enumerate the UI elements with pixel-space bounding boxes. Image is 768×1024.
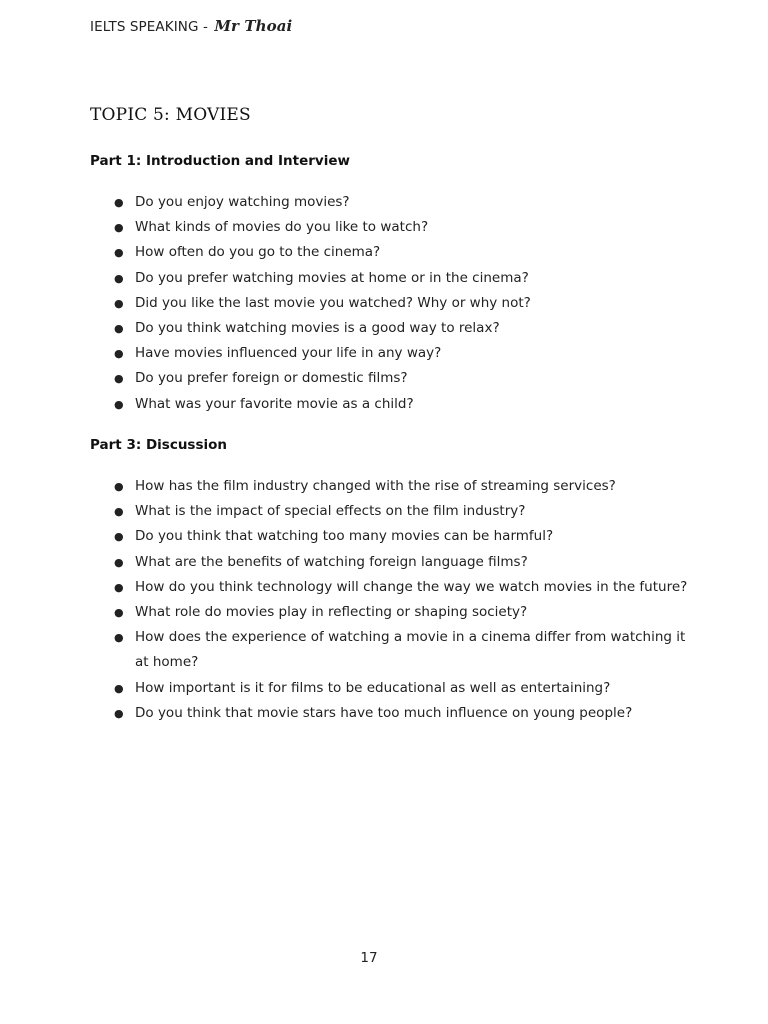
page-number: 17 bbox=[360, 950, 378, 966]
list-item bbox=[112, 499, 692, 524]
part3-heading: Part 3: Discussion bbox=[90, 437, 228, 453]
bullet-icon: ● bbox=[114, 706, 124, 720]
bullet-icon: ● bbox=[114, 555, 124, 569]
bullet-icon: ● bbox=[114, 505, 124, 519]
question-text: How has the film industry changed with the rise of streaming services? bbox=[135, 478, 616, 494]
list-item bbox=[112, 625, 692, 675]
list-item bbox=[112, 392, 692, 417]
question-text: What are the benefits of watching foreign language films? bbox=[135, 553, 528, 570]
bullet-icon: ● bbox=[114, 246, 124, 260]
list-item bbox=[112, 240, 692, 265]
question-text: What kinds of movies do you like to watch? bbox=[135, 219, 429, 236]
bullet-icon: ● bbox=[114, 296, 124, 310]
question-text: Do you prefer watching movies at home or in the cinema? bbox=[135, 269, 529, 286]
bullet-icon: ● bbox=[114, 480, 124, 493]
list-item bbox=[112, 600, 692, 625]
question-text: How often do you go to the cinema? bbox=[135, 244, 381, 261]
bullet-icon: ● bbox=[114, 397, 124, 411]
list-item bbox=[112, 366, 692, 391]
bullet-icon: ● bbox=[114, 530, 124, 544]
part1-question-list bbox=[112, 190, 692, 417]
part3-question-list bbox=[112, 474, 692, 726]
list-item bbox=[112, 524, 692, 549]
bullet-icon: ● bbox=[114, 322, 124, 336]
list-item bbox=[112, 550, 692, 575]
list-item bbox=[112, 676, 692, 701]
bullet-icon: ● bbox=[114, 372, 124, 386]
question-text: How does the experience of watching a movie in a cinema differ from watching it at home? bbox=[135, 629, 686, 671]
question-text: How important is it for films to be educational as well as entertaining? bbox=[135, 679, 611, 696]
list-item bbox=[112, 266, 692, 291]
bullet-icon: ● bbox=[114, 271, 124, 285]
list-item bbox=[112, 190, 692, 215]
question-text: Do you prefer foreign or domestic films? bbox=[135, 370, 408, 387]
bullet-icon: ● bbox=[114, 606, 124, 620]
list-item bbox=[112, 316, 692, 341]
header-author: Mr Thoai bbox=[214, 17, 293, 35]
list-item bbox=[112, 215, 692, 240]
question-text: Do you think that watching too many movies can be harmful? bbox=[135, 528, 554, 545]
list-item bbox=[112, 701, 692, 726]
bullet-icon: ● bbox=[114, 196, 124, 209]
list-item bbox=[112, 575, 692, 600]
topic-title: TOPIC 5: MOVIES bbox=[90, 105, 251, 125]
list-item bbox=[112, 291, 692, 316]
question-text: What was your favorite movie as a child? bbox=[135, 395, 414, 412]
question-text: Do you think watching movies is a good way to relax? bbox=[135, 320, 500, 337]
bullet-icon: ● bbox=[114, 580, 124, 594]
part1-heading: Part 1: Introduction and Interview bbox=[90, 153, 350, 169]
question-text: What is the impact of special effects on the film industry? bbox=[135, 503, 526, 520]
question-text: Do you enjoy watching movies? bbox=[135, 194, 350, 210]
question-text: Did you like the last movie you watched? Why or why not? bbox=[135, 294, 531, 311]
header-prefix: IELTS SPEAKING - bbox=[90, 19, 208, 35]
question-text: Have movies influenced your life in any way? bbox=[135, 345, 442, 362]
question-text: What role do movies play in reflecting or shaping society? bbox=[135, 604, 528, 621]
question-text: Do you think that movie stars have too much influence on young people? bbox=[135, 704, 633, 721]
list-item bbox=[112, 474, 692, 499]
bullet-icon: ● bbox=[114, 681, 124, 695]
bullet-icon: ● bbox=[114, 221, 124, 235]
bullet-icon: ● bbox=[114, 347, 124, 361]
bullet-icon: ● bbox=[114, 631, 124, 645]
question-text: How do you think technology will change the way we watch movies in the future? bbox=[135, 578, 688, 595]
list-item bbox=[112, 341, 692, 366]
page-header bbox=[90, 17, 292, 35]
